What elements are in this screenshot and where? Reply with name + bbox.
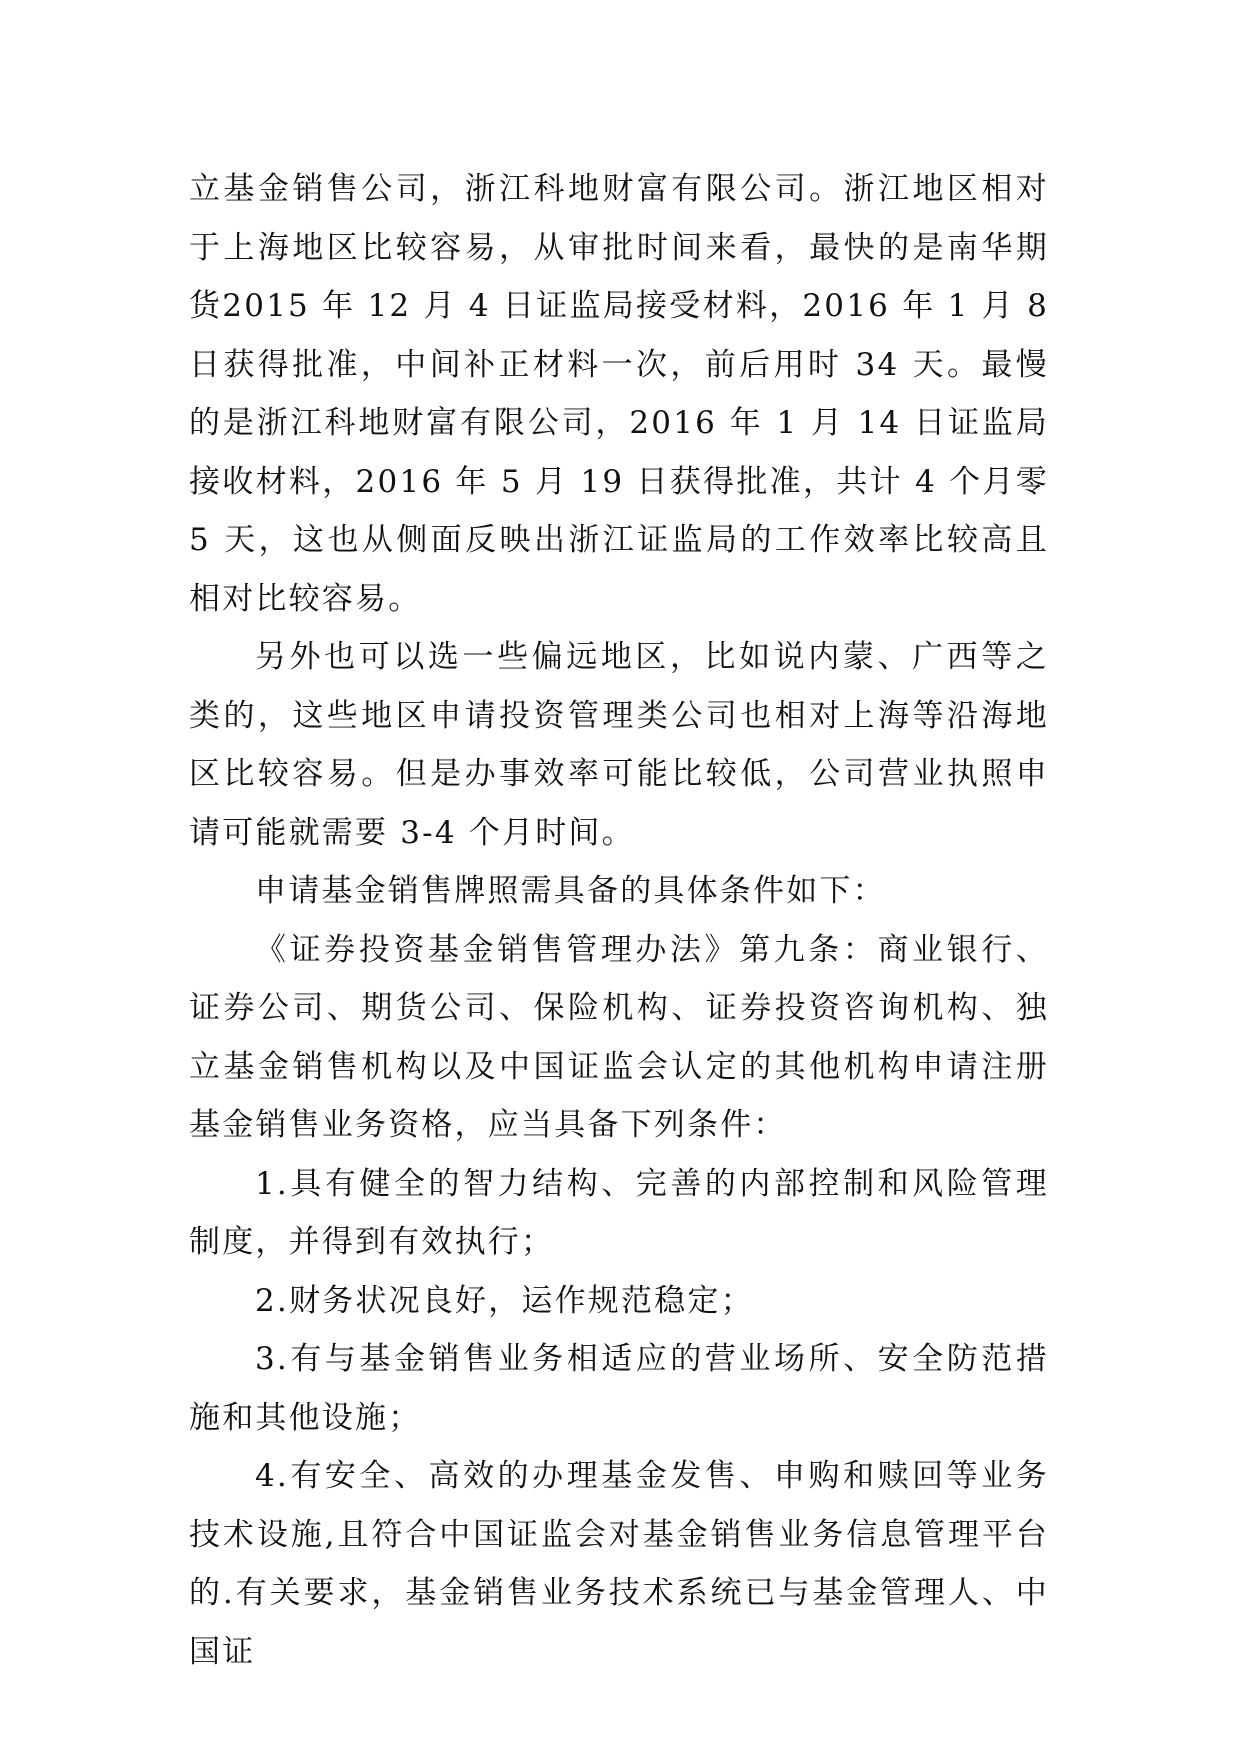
list-item-condition-4: 4.有安全、高效的办理基金发售、申购和赎回等业务技术设施,且符合中国证监会对基金销售业务信息管理平台的.有关要求，基金销售业务技术系统已与基金管理人、中国证 — [189, 1458, 1049, 1670]
list-item-condition-3: 3.有与基金销售业务相适应的营业场所、安全防范措施和其他设施； — [189, 1341, 1049, 1436]
paragraph-remote-regions: 另外也可以选一些偏远地区，比如说内蒙、广西等之类的，这些地区申请投资管理类公司也相对上海等沿海地区比较容易。但是办事效率可能比较低，公司营业执照申请可能就需要 3-4 个月时间。 — [189, 639, 1049, 851]
list-item-condition-1: 1.具有健全的智力结构、完善的内部控制和风险管理制度，并得到有效执行； — [189, 1165, 1049, 1260]
paragraph-conditions-intro: 申请基金销售牌照需具备的具体条件如下： — [255, 873, 886, 909]
paragraph-article-nine: 《证券投资基金销售管理办法》第九条：商业银行、证券公司、期货公司、保险机构、证券投资咨询机构、独立基金销售机构以及中国证监会认定的其他机构申请注册基金销售业务资格，应当具备下列条件： — [189, 931, 1049, 1143]
paragraph-approval-timeline: 立基金销售公司，浙江科地财富有限公司。浙江地区相对于上海地区比较容易，从审批时间来看，最快的是南华期货2015 年 12 月 4 日证监局接受材料，2016 年 1 月 8 日获得批准，中间补正材料一次，前后用时 34 天。最慢的是浙江科地财富有限公司，2016 年 1 月 14 日证监局接收材料，2016 年 5 月 19 日获得批准，共计 4 个月零 5 天，这也从侧面反映出浙江证监局的工作效率比较高且相对比较容易。 — [189, 171, 1049, 617]
list-item-condition-2: 2.财务状况良好，运作规范稳定； — [255, 1282, 754, 1319]
document-body — [189, 160, 1049, 1681]
